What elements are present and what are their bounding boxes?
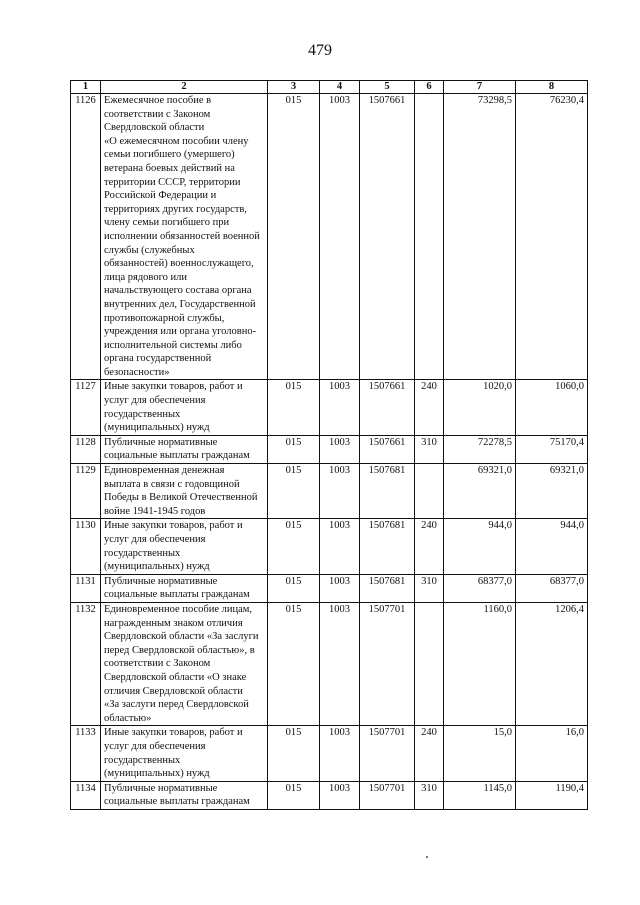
row-description: Публичные нормативные социальные выплаты гражданам — [101, 435, 268, 463]
ministry-code: 015 — [268, 781, 320, 809]
expense-type-code: 240 — [415, 726, 444, 781]
column-header-4: 4 — [320, 81, 360, 94]
target-code: 1507681 — [360, 464, 415, 519]
target-code: 1507661 — [360, 435, 415, 463]
column-header-8: 8 — [516, 81, 588, 94]
row-number: 1131 — [71, 574, 101, 602]
ministry-code: 015 — [268, 435, 320, 463]
table-body — [71, 94, 588, 810]
amount-col7: 73298,5 — [444, 94, 516, 380]
amount-col8: 69321,0 — [516, 464, 588, 519]
expense-type-code: 310 — [415, 574, 444, 602]
row-number: 1133 — [71, 726, 101, 781]
row-number: 1132 — [71, 602, 101, 725]
row-description: Иные закупки товаров, работ и услуг для обеспечения государственных (муниципальных) нужд — [101, 519, 268, 574]
row-number: 1126 — [71, 94, 101, 380]
scan-speck — [426, 856, 428, 858]
expense-type-code — [415, 602, 444, 725]
table-row — [71, 94, 588, 380]
row-description: Единовременная денежная выплата в связи с годовщиной Победы в Великой Отечественной войне 1941-1945 годов — [101, 464, 268, 519]
column-header-7: 7 — [444, 81, 516, 94]
amount-col8: 1190,4 — [516, 781, 588, 809]
row-description: Единовременное пособие лицам, награжденным знаком отличия Свердловской области «За заслуги перед Свердловской областью», в соответствии с Законом Свердловской области «О знаке отличия Свердловской области «За заслуги перед Свердловской областью» — [101, 602, 268, 725]
row-description: Ежемесячное пособие в соответствии с Законом Свердловской области «О ежемесячном пособии члену семьи погибшего (умершего) ветерана боевых действий на территории СССР, территории Российской Федерации и территориях других государств, члену семьи погибшего при исполнении обязанностей военной службы (служебных обязанностей) военнослужащего, лица рядового или начальствующего состава органа внутренних дел, Государственной противопожарной службы, учреждения или органа уголовно- исполнительной системы либо органа государственной безопасности» — [101, 94, 268, 380]
ministry-code: 015 — [268, 519, 320, 574]
amount-col7: 15,0 — [444, 726, 516, 781]
expense-type-code: 240 — [415, 519, 444, 574]
target-code: 1507681 — [360, 519, 415, 574]
amount-col8: 1060,0 — [516, 380, 588, 435]
expense-type-code: 240 — [415, 380, 444, 435]
amount-col7: 72278,5 — [444, 435, 516, 463]
amount-col7: 944,0 — [444, 519, 516, 574]
table-row — [71, 435, 588, 463]
section-code: 1003 — [320, 726, 360, 781]
column-header-5: 5 — [360, 81, 415, 94]
amount-col7: 68377,0 — [444, 574, 516, 602]
amount-col8: 75170,4 — [516, 435, 588, 463]
column-header-2: 2 — [101, 81, 268, 94]
table-row — [71, 380, 588, 435]
table-row — [71, 726, 588, 781]
section-code: 1003 — [320, 602, 360, 725]
section-code: 1003 — [320, 380, 360, 435]
amount-col8: 76230,4 — [516, 94, 588, 380]
table-row — [71, 574, 588, 602]
ministry-code: 015 — [268, 726, 320, 781]
row-description: Публичные нормативные социальные выплаты гражданам — [101, 574, 268, 602]
section-code: 1003 — [320, 781, 360, 809]
target-code: 1507701 — [360, 726, 415, 781]
section-code: 1003 — [320, 435, 360, 463]
target-code: 1507701 — [360, 602, 415, 725]
target-code: 1507681 — [360, 574, 415, 602]
amount-col7: 1020,0 — [444, 380, 516, 435]
column-header-1: 1 — [71, 81, 101, 94]
column-header-3: 3 — [268, 81, 320, 94]
section-code: 1003 — [320, 574, 360, 602]
row-number: 1128 — [71, 435, 101, 463]
table-row — [71, 519, 588, 574]
ministry-code: 015 — [268, 464, 320, 519]
expense-type-code — [415, 94, 444, 380]
header-row — [71, 81, 588, 94]
section-code: 1003 — [320, 464, 360, 519]
row-number: 1130 — [71, 519, 101, 574]
row-description: Публичные нормативные социальные выплаты гражданам — [101, 781, 268, 809]
amount-col8: 68377,0 — [516, 574, 588, 602]
amount-col8: 944,0 — [516, 519, 588, 574]
target-code: 1507661 — [360, 380, 415, 435]
expense-type-code — [415, 464, 444, 519]
row-number: 1134 — [71, 781, 101, 809]
ministry-code: 015 — [268, 94, 320, 380]
amount-col7: 69321,0 — [444, 464, 516, 519]
table-header — [71, 81, 588, 94]
row-description: Иные закупки товаров, работ и услуг для обеспечения государственных (муниципальных) нужд — [101, 726, 268, 781]
section-code: 1003 — [320, 94, 360, 380]
row-number: 1129 — [71, 464, 101, 519]
expense-type-code: 310 — [415, 435, 444, 463]
ministry-code: 015 — [268, 602, 320, 725]
budget-table — [70, 80, 588, 810]
amount-col8: 1206,4 — [516, 602, 588, 725]
table-row — [71, 464, 588, 519]
section-code: 1003 — [320, 519, 360, 574]
row-number: 1127 — [71, 380, 101, 435]
target-code: 1507661 — [360, 94, 415, 380]
target-code: 1507701 — [360, 781, 415, 809]
page-number: 479 — [308, 42, 332, 59]
amount-col7: 1145,0 — [444, 781, 516, 809]
expense-type-code: 310 — [415, 781, 444, 809]
column-header-6: 6 — [415, 81, 444, 94]
ministry-code: 015 — [268, 380, 320, 435]
table-row — [71, 602, 588, 725]
row-description: Иные закупки товаров, работ и услуг для обеспечения государственных (муниципальных) нужд — [101, 380, 268, 435]
table-row — [71, 781, 588, 809]
amount-col8: 16,0 — [516, 726, 588, 781]
ministry-code: 015 — [268, 574, 320, 602]
amount-col7: 1160,0 — [444, 602, 516, 725]
